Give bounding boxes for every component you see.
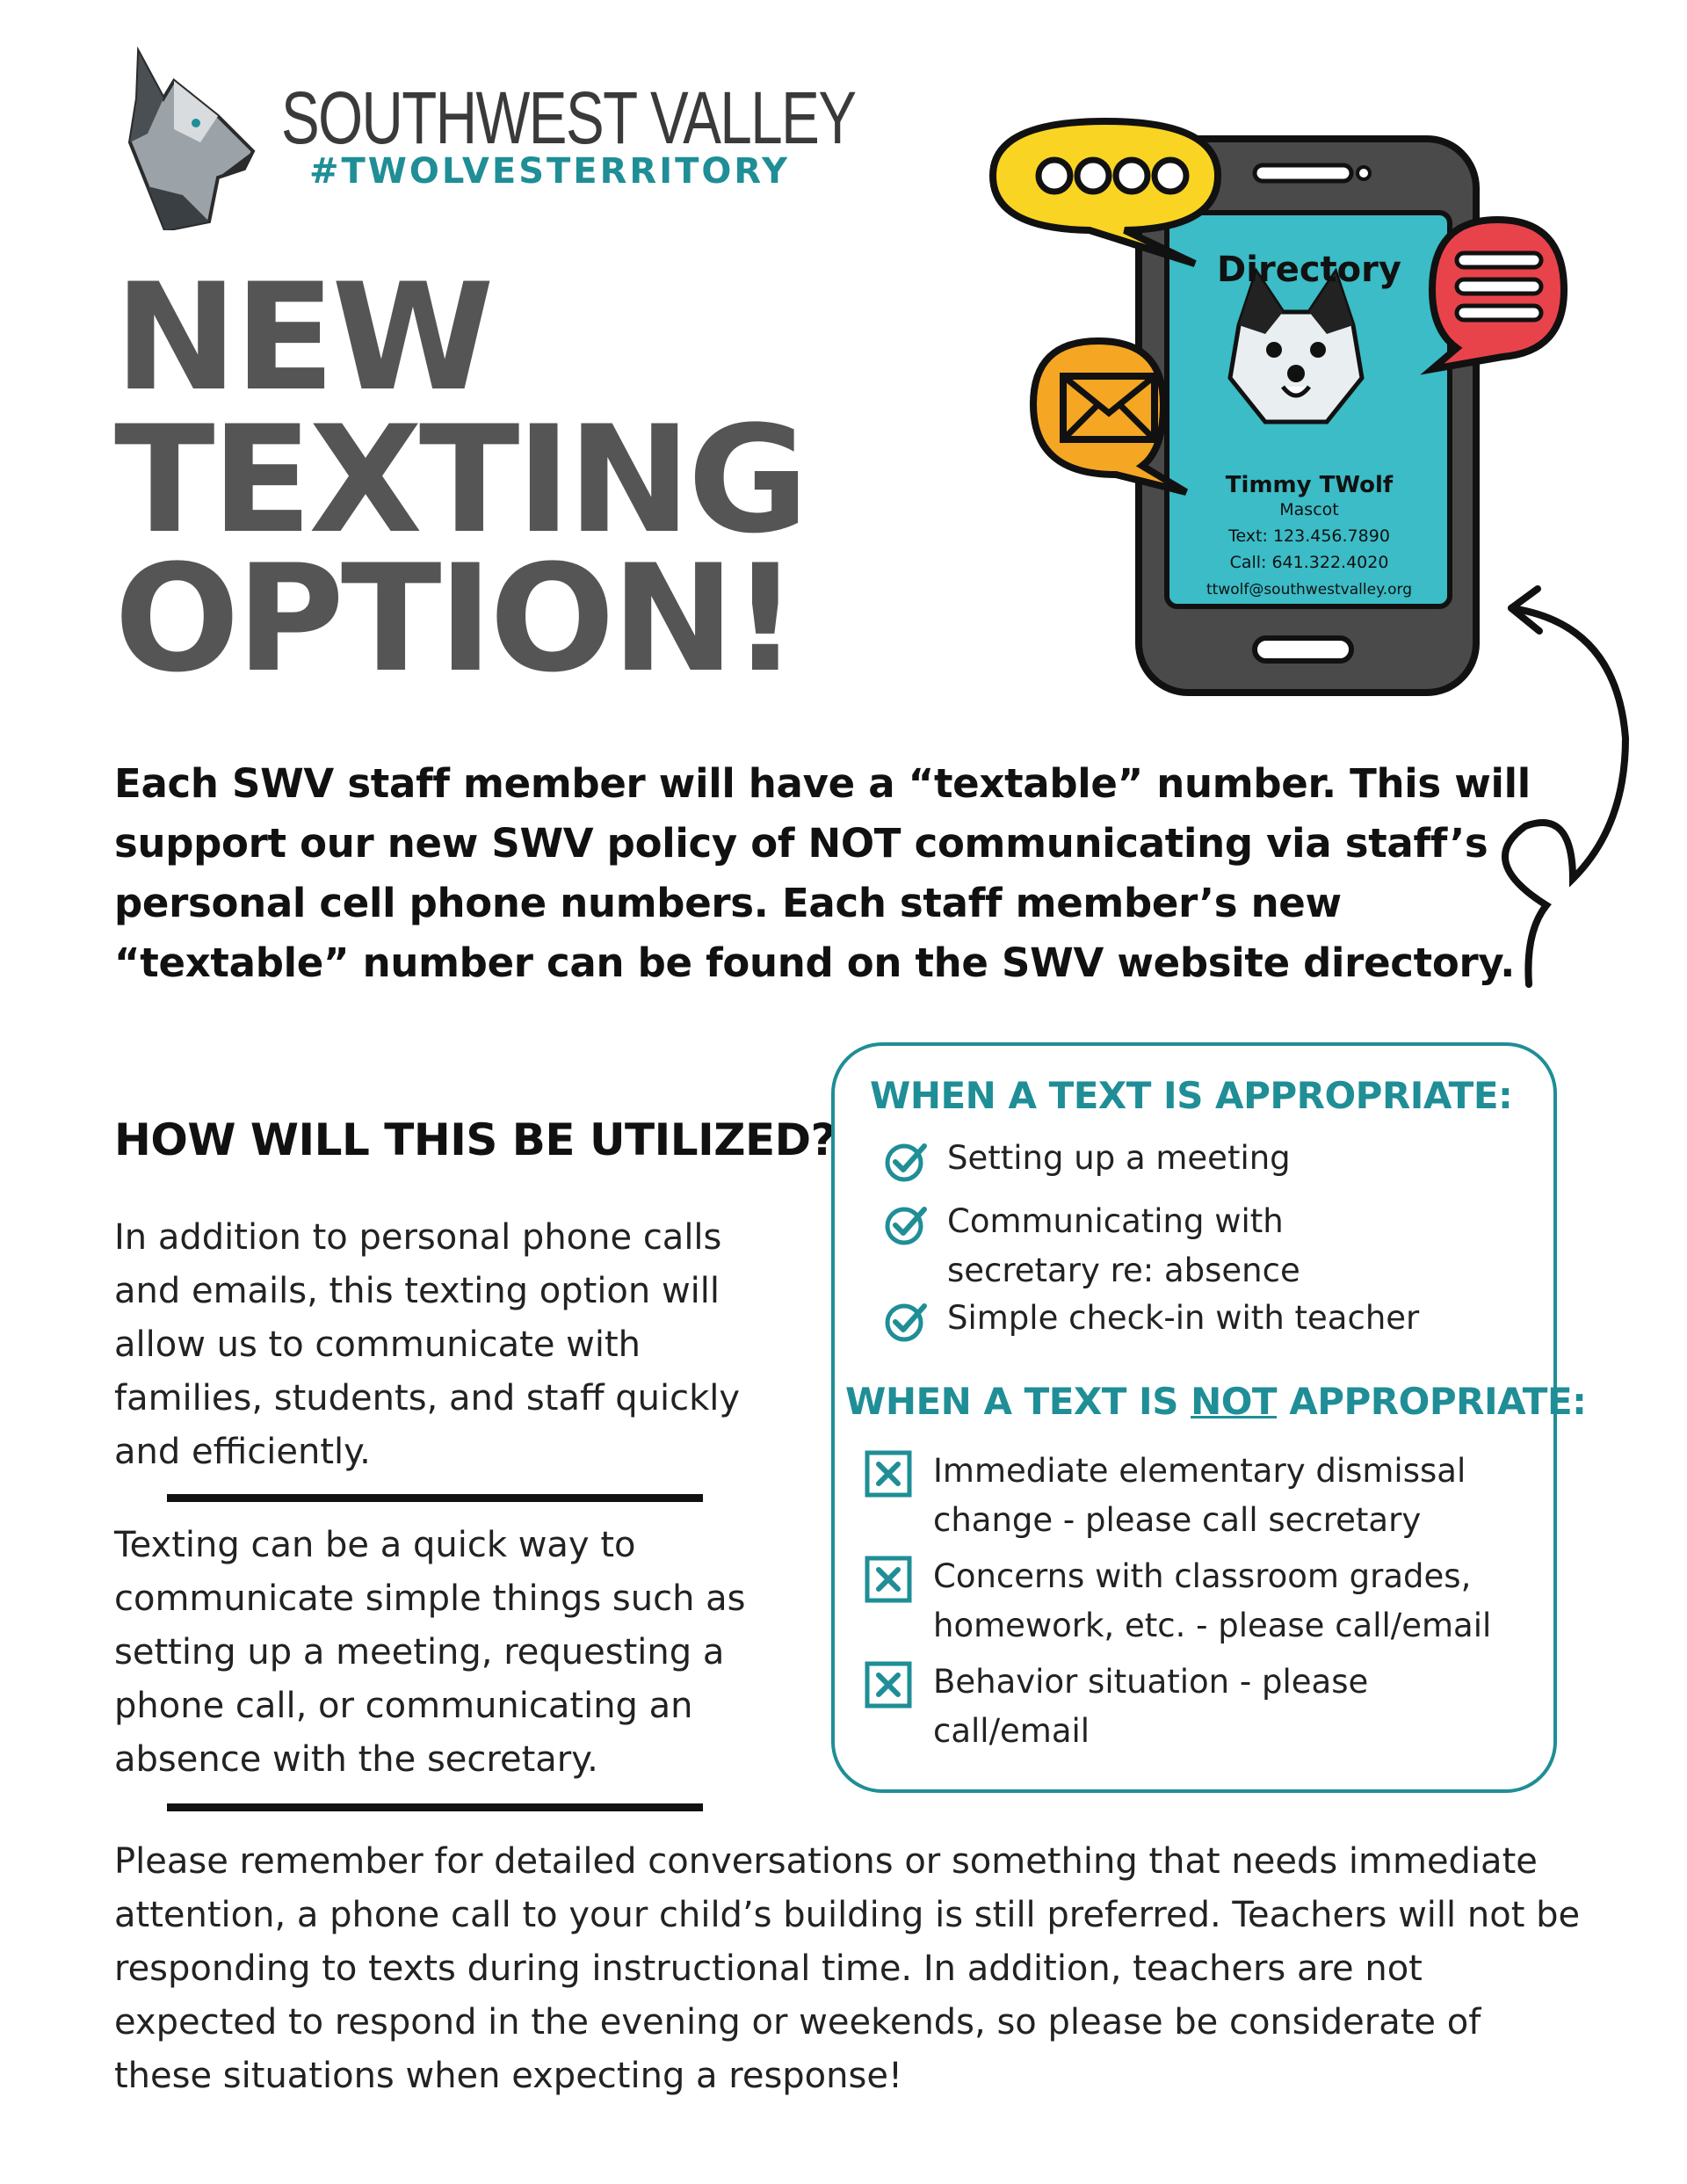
- check-circle-icon: [884, 1202, 928, 1246]
- appropriate-item: [884, 1294, 1517, 1343]
- x-box-icon: [865, 1450, 912, 1498]
- directory-person: Timmy TWolf: [1225, 472, 1394, 498]
- not-appropriate-item: [865, 1552, 1532, 1651]
- appropriate-item: [884, 1197, 1517, 1295]
- x-box-icon: [865, 1556, 912, 1603]
- divider: [167, 1494, 703, 1502]
- appropriate-item: [884, 1134, 1517, 1183]
- how-paragraph-1: In addition to personal phone calls and emails, this texting option will allow us to communicate with families, students, and staff quickly and efficiently.: [114, 1217, 741, 1472]
- how-heading: HOW WILL THIS BE UTILIZED?: [114, 1114, 836, 1165]
- directory-role: Mascot: [1279, 500, 1339, 519]
- not-appropriate-item-label: Behavior situation - please call/email: [933, 1663, 1369, 1750]
- appropriate-heading: WHEN A TEXT IS APPROPRIATE:: [870, 1074, 1513, 1117]
- directory-title: Directory: [1217, 250, 1401, 290]
- headline-line-3: OPTION!: [114, 533, 796, 705]
- headline-line-1: NEW: [114, 251, 491, 424]
- appropriate-item-label: Setting up a meeting: [947, 1139, 1291, 1177]
- appropriate-item-label: Simple check-in with teacher: [947, 1299, 1420, 1337]
- not-emphasis: NOT: [1191, 1380, 1278, 1423]
- closing-paragraph: Please remember for detailed conversations or something that needs immediate attention, a phone call to your child’s building is still preferred. Teachers will not be responding to texts during instructional time. In addition, teachers are not expected to respond in the evening or weekends, so please be considerate of these situations when expecting a response!: [114, 1841, 1581, 2096]
- menu-bubble-icon: [1432, 220, 1564, 369]
- directory-text-number: Text: 123.456.7890: [1228, 526, 1390, 546]
- intro-paragraph: Each SWV staff member will have a “textable” number. This will support our new SWV policy of NOT communicating via staff’s personal cell phone numbers. Each staff member’s new “textable” number can be found on the SWV website directory.: [114, 760, 1531, 986]
- logo-tagline: #TWOLVESTERRITORY: [309, 151, 790, 192]
- how-paragraph-2: Texting can be a quick way to communicate simple things such as setting up a meeting, requesting a phone call, or communicating an absence with the secretary.: [114, 1525, 746, 1780]
- wolf-logo-icon: [112, 46, 279, 230]
- not-appropriate-item: [865, 1658, 1532, 1756]
- check-circle-icon: [884, 1299, 928, 1343]
- directory-email: ttwolf@southwestvalley.org: [1206, 581, 1413, 599]
- not-appropriate-item: [865, 1447, 1532, 1545]
- appropriate-item-label: Communicating with secretary re: absence: [947, 1202, 1300, 1289]
- not-appropriate-item-label: Concerns with classroom grades, homework, etc. - please call/email: [933, 1557, 1492, 1644]
- x-box-icon: [865, 1661, 912, 1709]
- check-circle-icon: [884, 1139, 928, 1183]
- not-appropriate-heading: WHEN A TEXT IS NOT APPROPRIATE:: [845, 1380, 1587, 1423]
- not-appropriate-item-label: Immediate elementary dismissal change - please call secretary: [933, 1452, 1466, 1539]
- directory-call-number: Call: 641.322.4020: [1229, 553, 1389, 572]
- divider: [167, 1803, 703, 1811]
- headline-line-2: TEXTING: [114, 394, 806, 566]
- logo-name: SOUTHWEST VALLEY: [281, 76, 856, 159]
